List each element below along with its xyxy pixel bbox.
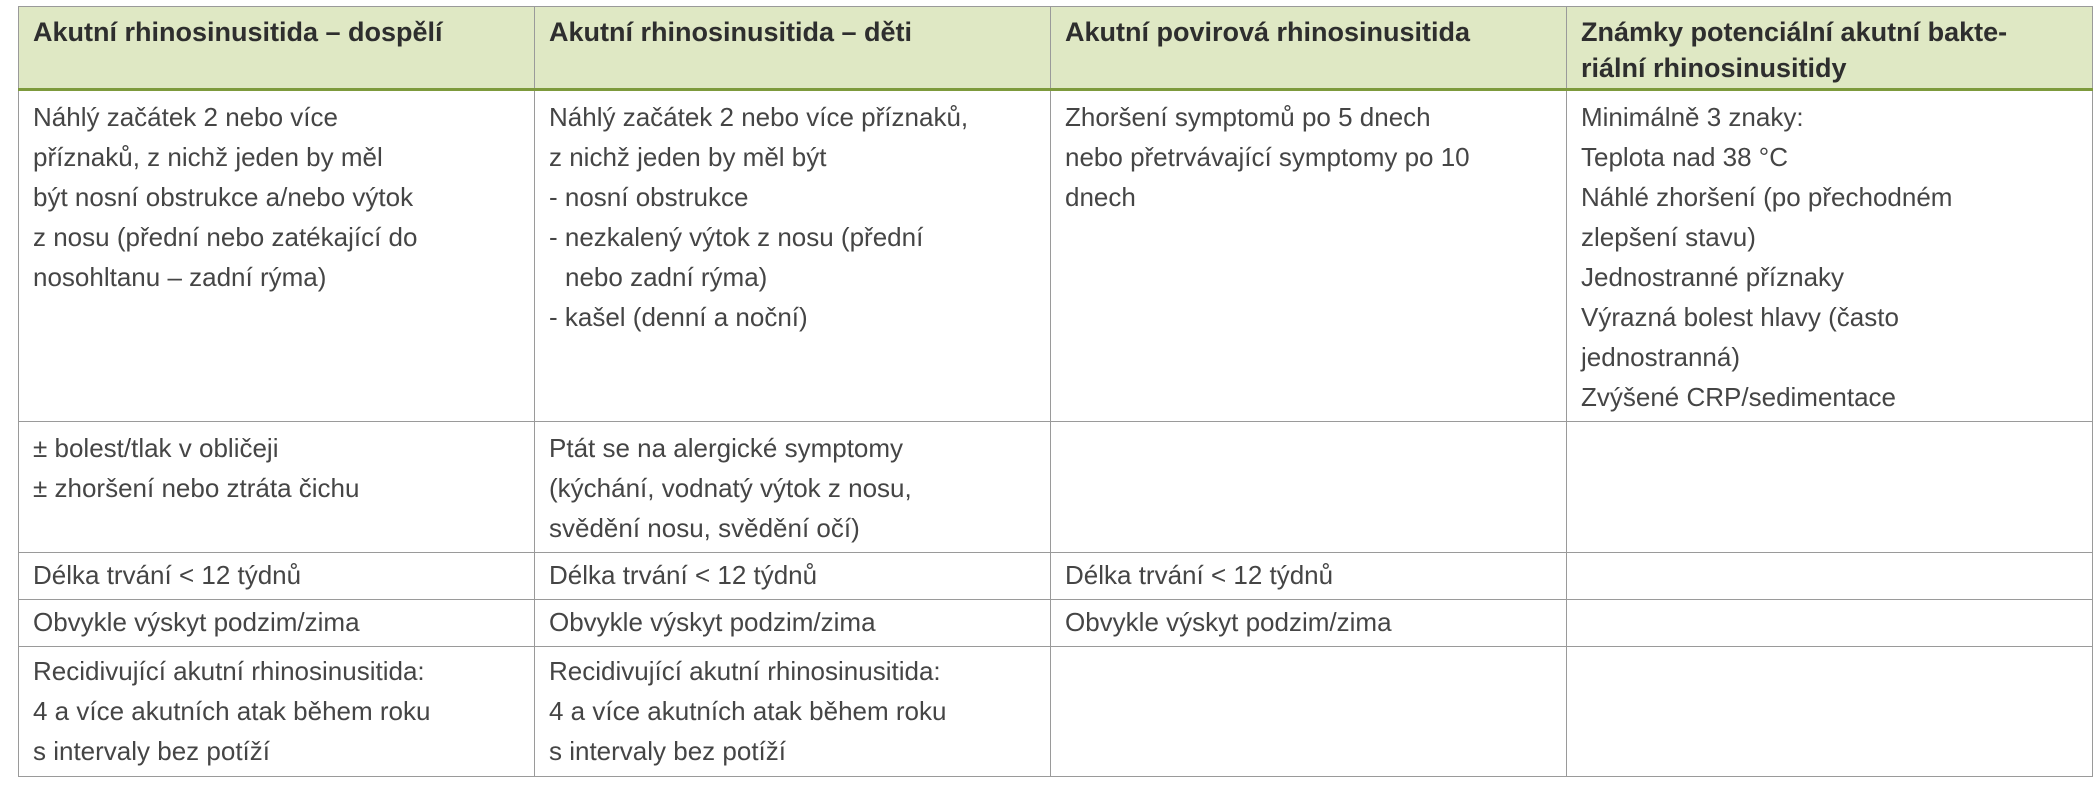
header-line: Akutní rhinosinusitida – dospělí	[33, 17, 443, 47]
cell-line: s intervaly bez potíží	[33, 736, 270, 766]
table-cell	[1051, 90, 1567, 422]
cell-line: Ptát se na alergické symptomy	[549, 433, 904, 463]
table-cell	[535, 647, 1051, 777]
cell-line: nebo přetrvávající symptomy po 10	[1065, 142, 1470, 172]
header-row	[19, 7, 2093, 90]
cell-line: Obvykle výskyt podzim/zima	[1065, 607, 1392, 637]
cell-line: - nosní obstrukce	[549, 182, 749, 212]
rhinosinusitis-table-container	[18, 6, 2092, 777]
cell-line: ± bolest/tlak v obličeji	[33, 433, 279, 463]
table-row	[19, 600, 2093, 647]
header-line: Akutní rhinosinusitida – děti	[549, 17, 913, 47]
cell-line: Recidivující akutní rhinosinusitida:	[33, 656, 425, 686]
cell-line: (kýchání, vodnatý výtok z nosu,	[549, 473, 912, 503]
cell-line: z nosu (přední nebo zatékající do	[33, 222, 418, 252]
table-cell	[19, 422, 535, 553]
table-cell	[535, 600, 1051, 647]
cell-line: Teplota nad 38 °C	[1581, 142, 1788, 172]
cell-line: příznaků, z nichž jeden by měl	[33, 142, 383, 172]
cell-line: nebo zadní rýma)	[565, 262, 768, 292]
cell-line: 4 a více akutních atak během roku	[549, 696, 947, 726]
cell-line: Náhlé zhoršení (po přechodném	[1581, 182, 1953, 212]
cell-line: Zhoršení symptomů po 5 dnech	[1065, 102, 1431, 132]
cell-line: Zvýšené CRP/sedimentace	[1581, 382, 1897, 412]
cell-line: Jednostranné příznaky	[1581, 262, 1845, 292]
table-row	[19, 90, 2093, 422]
cell-line: - nezkalený výtok z nosu (přední	[549, 222, 924, 252]
table-cell	[535, 553, 1051, 600]
table-row	[19, 422, 2093, 553]
table-cell	[19, 647, 535, 777]
table-cell	[19, 553, 535, 600]
cell-line: z nichž jeden by měl být	[549, 142, 827, 172]
header-line: riální rhinosinusitidy	[1581, 53, 1847, 83]
cell-line: svědění nosu, svědění očí)	[549, 513, 860, 543]
cell-line: Náhlý začátek 2 nebo více	[33, 102, 338, 132]
header-cell-children	[535, 7, 1051, 90]
cell-line: Náhlý začátek 2 nebo více příznaků,	[549, 102, 969, 132]
table-cell	[535, 422, 1051, 553]
table-cell	[1051, 553, 1567, 600]
cell-line: Délka trvání < 12 týdnů	[549, 560, 818, 590]
cell-line: Obvykle výskyt podzim/zima	[33, 607, 360, 637]
cell-line: zlepšení stavu)	[1581, 222, 1756, 252]
table-row	[19, 553, 2093, 600]
cell-line: ± zhoršení nebo ztráta čichu	[33, 473, 360, 503]
header-line: Akutní povirová rhinosinusitida	[1065, 17, 1471, 47]
table-cell	[1567, 90, 2093, 422]
table-cell	[1051, 600, 1567, 647]
cell-line: Výrazná bolest hlavy (často	[1581, 302, 1899, 332]
cell-line: jednostranná)	[1581, 342, 1740, 372]
table-cell-empty	[1567, 422, 2093, 553]
cell-line: Recidivující akutní rhinosinusitida:	[549, 656, 941, 686]
header-cell-postviral	[1051, 7, 1567, 90]
cell-line: Minimálně 3 znaky:	[1581, 102, 1804, 132]
cell-line: - kašel (denní a noční)	[549, 302, 808, 332]
table-cell-empty	[1051, 422, 1567, 553]
table-cell-empty	[1567, 600, 2093, 647]
rhinosinusitis-table	[18, 6, 2093, 777]
header-cell-bacterial-signs	[1567, 7, 2093, 90]
table-cell	[19, 90, 535, 422]
cell-line: 4 a více akutních atak během roku	[33, 696, 431, 726]
table-cell-empty	[1567, 553, 2093, 600]
table-cell-empty	[1051, 647, 1567, 777]
header-line: Známky potenciální akutní bakte-	[1581, 17, 2008, 47]
cell-line: dnech	[1065, 182, 1136, 212]
cell-line: Obvykle výskyt podzim/zima	[549, 607, 876, 637]
table-cell	[535, 90, 1051, 422]
cell-line: Délka trvání < 12 týdnů	[1065, 560, 1334, 590]
cell-line: Délka trvání < 12 týdnů	[33, 560, 302, 590]
header-cell-adults	[19, 7, 535, 90]
cell-line: s intervaly bez potíží	[549, 736, 786, 766]
cell-line: nosohltanu – zadní rýma)	[33, 262, 327, 292]
table-cell	[19, 600, 535, 647]
table-row	[19, 647, 2093, 777]
cell-line: být nosní obstrukce a/nebo výtok	[33, 182, 414, 212]
table-cell-empty	[1567, 647, 2093, 777]
